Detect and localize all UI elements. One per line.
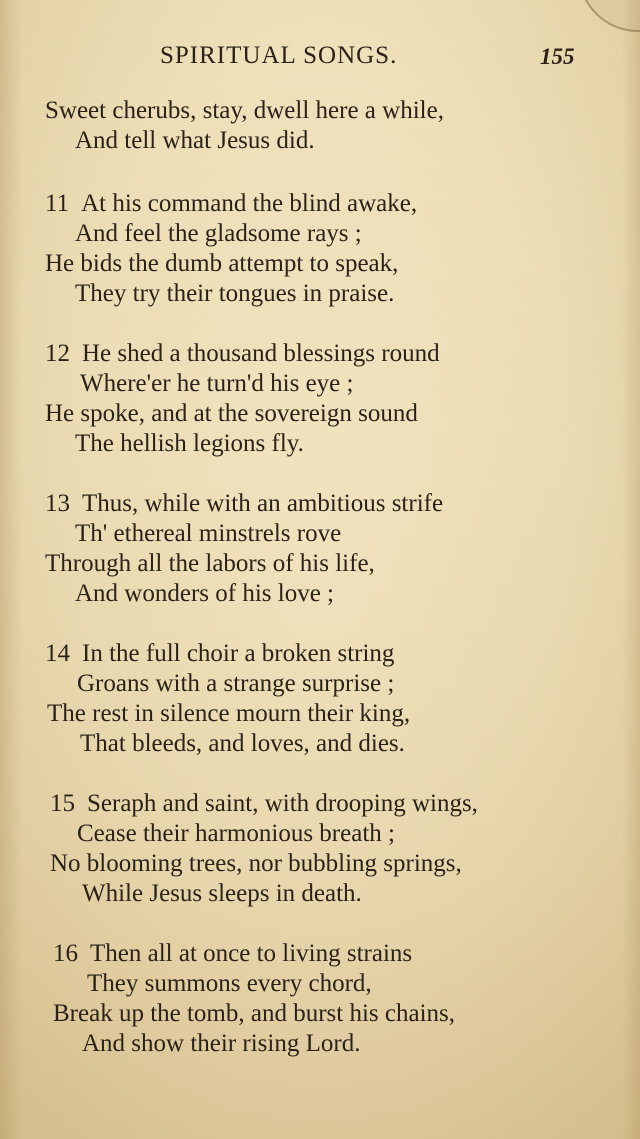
verse-first-line: [50, 789, 478, 819]
verse-line: [53, 999, 455, 1029]
verse-number: 11: [45, 190, 70, 217]
verse-number: 15: [50, 790, 75, 817]
verse-line: [50, 849, 462, 879]
verse-line: [45, 549, 375, 579]
page-header: [0, 42, 640, 76]
verse-line: [45, 249, 398, 279]
line-text: Groans with a strange surprise ;: [77, 670, 395, 697]
line-text: They try their tongues in praise.: [75, 280, 395, 307]
line-text: Sweet cherubs, stay, dwell here a while,: [45, 97, 444, 124]
line-text: Th' ethereal minstrels rove: [75, 520, 342, 547]
line-text: Where'er he turn'd his eye ;: [80, 370, 354, 397]
verse-line: [47, 699, 410, 729]
verse-line: [87, 969, 372, 999]
page-corner-curl: [578, 0, 640, 32]
verse-first-line: [53, 939, 412, 969]
page-number: 155: [540, 44, 575, 69]
verse-first-line: [45, 339, 440, 369]
verse-line: [45, 399, 418, 429]
line-text: And wonders of his love ;: [75, 580, 334, 607]
line-text: No blooming trees, nor bubbling springs,: [50, 850, 462, 877]
line-text: Break up the tomb, and burst his chains,: [53, 1000, 456, 1027]
verse-line: [45, 96, 444, 126]
verse-number: 14: [45, 640, 70, 667]
verse-line: [82, 879, 362, 909]
verse-line: [80, 369, 353, 399]
line-text: Cease their harmonious breath ;: [77, 820, 395, 847]
verse-line: [75, 519, 341, 549]
verse-line: [75, 579, 334, 609]
line-text: The rest in silence mourn their king,: [47, 700, 411, 727]
running-title: SPIRITUAL SONGS.: [160, 42, 398, 69]
line-text: Thus, while with an ambitious strife: [82, 490, 444, 517]
line-text: He spoke, and at the sovereign sound: [45, 400, 418, 427]
verse-line: [80, 729, 405, 759]
line-text: While Jesus sleeps in death.: [82, 880, 362, 907]
verse-first-line: [45, 489, 443, 519]
line-text: He shed a thousand blessings round: [82, 340, 440, 367]
line-text: Through all the labors of his life,: [45, 550, 375, 577]
verse-line: [75, 219, 362, 249]
verse-number: 13: [45, 490, 70, 517]
verse-line: [82, 1029, 360, 1059]
verse-line: [75, 279, 394, 309]
line-text: He bids the dumb attempt to speak,: [45, 250, 399, 277]
verse-first-line: [45, 189, 417, 219]
verse-line: [75, 126, 315, 156]
line-text: And tell what Jesus did.: [75, 127, 315, 154]
line-text: Seraph and saint, with drooping wings,: [87, 790, 478, 817]
line-text: Then all at once to living strains: [90, 940, 413, 967]
line-text: At his command the blind awake,: [81, 190, 418, 217]
verse-first-line: [45, 639, 394, 669]
line-text: That bleeds, and loves, and dies.: [80, 730, 405, 757]
line-text: The hellish legions fly.: [75, 430, 304, 457]
line-text: In the full choir a broken string: [82, 640, 395, 667]
line-text: And feel the gladsome rays ;: [75, 220, 362, 247]
verse-number: 12: [45, 340, 70, 367]
verse-number: 16: [53, 940, 78, 967]
line-text: And show their rising Lord.: [82, 1030, 361, 1057]
verse-line: [75, 429, 304, 459]
line-text: They summons every chord,: [87, 970, 372, 997]
verse-line: [77, 669, 394, 699]
verse-line: [77, 819, 395, 849]
